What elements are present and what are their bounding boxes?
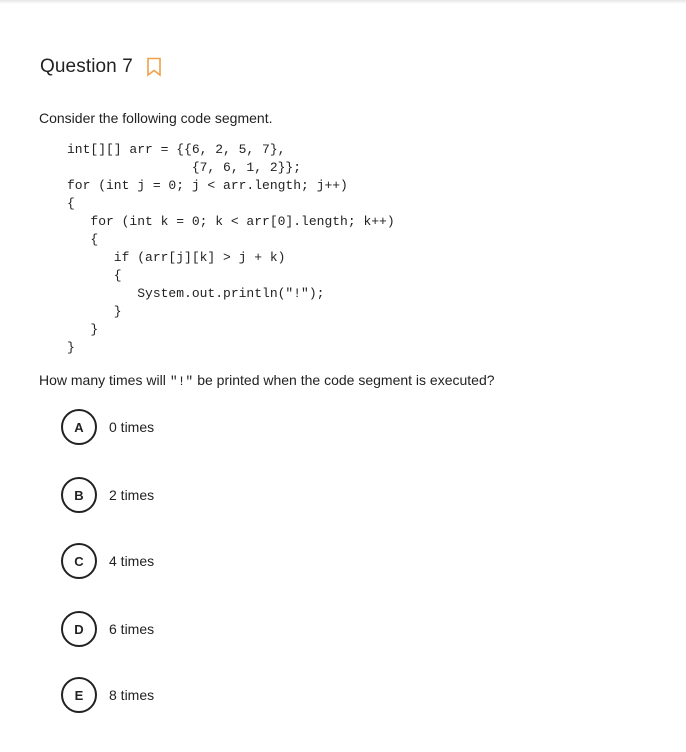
choice-d[interactable] xyxy=(61,611,154,647)
question-stem: Consider the following code segment. xyxy=(39,110,273,126)
bookmark-icon[interactable] xyxy=(146,57,162,77)
choice-letter: B xyxy=(61,477,97,513)
code-segment: int[][] arr = {{6, 2, 5, 7}, {7, 6, 1, 2}}; for (int j = 0; j < arr.length; j++) { for (int k = 0; k < arr[0].length; k++) { if (arr[j][k] > j + k) { System.out.println("!"); } } } xyxy=(67,142,395,355)
prompt-text-after: be printed when the code segment is executed? xyxy=(197,372,495,388)
choice-b[interactable] xyxy=(61,477,154,513)
question-prompt xyxy=(39,372,495,389)
choice-text: 4 times xyxy=(109,553,155,569)
choice-letter: E xyxy=(61,677,97,713)
choice-text: 0 times xyxy=(109,419,155,435)
question-title: Question 7 xyxy=(40,56,133,77)
prompt-text-before: How many times will xyxy=(39,372,166,388)
choice-letter: D xyxy=(61,611,97,647)
choice-e[interactable] xyxy=(61,677,154,713)
choice-letter: C xyxy=(61,543,97,579)
top-divider xyxy=(0,0,686,4)
choice-c[interactable] xyxy=(61,543,154,579)
choice-text: 8 times xyxy=(109,687,155,703)
choice-letter: A xyxy=(61,409,97,445)
prompt-code: "!" xyxy=(169,374,194,389)
choice-a[interactable] xyxy=(61,409,154,445)
question-header xyxy=(40,56,162,78)
choice-text: 2 times xyxy=(109,487,155,503)
choice-text: 6 times xyxy=(109,621,155,637)
